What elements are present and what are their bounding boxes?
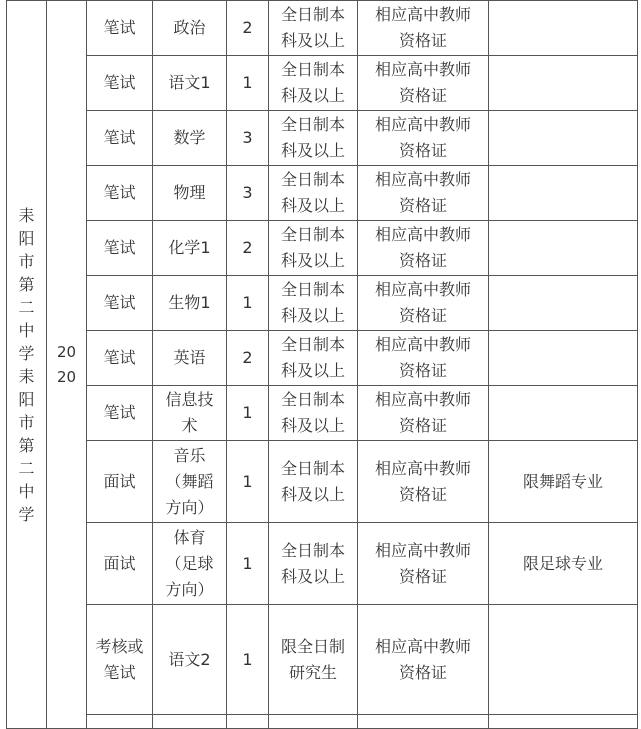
subject-cell: 语文1 bbox=[153, 56, 227, 111]
education-text: 全日制本科及以上 bbox=[280, 458, 345, 504]
note-cell bbox=[489, 1, 638, 56]
table-row bbox=[7, 386, 638, 441]
method-text: 考核或笔试 bbox=[95, 636, 144, 682]
certificate-text: 相应高中教师资格证 bbox=[374, 458, 471, 504]
subject-cell: 政治 bbox=[153, 1, 227, 56]
certificate-text: 相应高中教师资格证 bbox=[374, 280, 471, 325]
subject-text: 信息技术 bbox=[165, 390, 214, 435]
subject-cell: 语文2 bbox=[153, 605, 227, 715]
certificate-text: 相应高中教师资格证 bbox=[374, 5, 471, 50]
method-cell: 笔试 bbox=[87, 56, 153, 111]
note-cell bbox=[489, 331, 638, 386]
table-row bbox=[7, 56, 638, 111]
table-row bbox=[7, 605, 638, 715]
note-cell bbox=[489, 111, 638, 166]
count-cell: 1 bbox=[227, 605, 269, 715]
education-cell bbox=[269, 111, 358, 166]
subject-cell: 数学 bbox=[153, 111, 227, 166]
certificate-cell bbox=[358, 1, 489, 56]
education-cell bbox=[269, 56, 358, 111]
count-cell: 1 bbox=[227, 523, 269, 605]
table-row bbox=[7, 1, 638, 56]
subject-cell: 物理 bbox=[153, 166, 227, 221]
education-text: 全日制本科及以上 bbox=[280, 335, 345, 380]
education-cell bbox=[269, 386, 358, 441]
education-text: 全日制本科及以上 bbox=[280, 280, 345, 325]
count-cell: 3 bbox=[227, 166, 269, 221]
certificate-text: 相应高中教师资格证 bbox=[374, 335, 471, 380]
certificate-cell bbox=[358, 605, 489, 715]
subject-cell bbox=[153, 386, 227, 441]
certificate-text: 相应高中教师资格证 bbox=[374, 225, 471, 270]
education-text: 全日制本科及以上 bbox=[280, 115, 345, 160]
education-text: 全日制本科及以上 bbox=[280, 170, 345, 215]
certificate-cell bbox=[358, 276, 489, 331]
method-cell: 笔试 bbox=[87, 386, 153, 441]
note-cell: 限舞蹈专业 bbox=[489, 441, 638, 523]
certificate-cell bbox=[358, 523, 489, 605]
certificate-text: 相应高中教师资格证 bbox=[374, 390, 471, 435]
certificate-text: 相应高中教师资格证 bbox=[374, 170, 471, 215]
certificate-cell bbox=[358, 111, 489, 166]
education-text: 全日制本科及以上 bbox=[280, 390, 345, 435]
subject-text: 音乐（舞蹈方向） bbox=[165, 445, 214, 517]
certificate-cell bbox=[358, 715, 489, 729]
education-cell bbox=[269, 1, 358, 56]
table-row bbox=[7, 276, 638, 331]
year-value: 2020 bbox=[56, 342, 77, 386]
note-cell bbox=[489, 605, 638, 715]
education-cell bbox=[269, 331, 358, 386]
table-row-partial bbox=[7, 715, 638, 729]
recruitment-table bbox=[6, 0, 638, 729]
subject-cell: 生物1 bbox=[153, 276, 227, 331]
table-row bbox=[7, 111, 638, 166]
table-row bbox=[7, 331, 638, 386]
education-cell bbox=[269, 441, 358, 523]
subject-cell: 化学1 bbox=[153, 221, 227, 276]
method-cell: 笔试 bbox=[87, 276, 153, 331]
education-text: 全日制本科及以上 bbox=[280, 540, 345, 586]
subject-cell bbox=[153, 523, 227, 605]
count-cell: 2 bbox=[227, 221, 269, 276]
subject-cell bbox=[153, 715, 227, 729]
method-cell bbox=[87, 605, 153, 715]
certificate-cell bbox=[358, 221, 489, 276]
table-row bbox=[7, 523, 638, 605]
method-cell: 面试 bbox=[87, 441, 153, 523]
certificate-text: 相应高中教师资格证 bbox=[374, 636, 471, 682]
count-cell: 1 bbox=[227, 276, 269, 331]
method-cell: 笔试 bbox=[87, 221, 153, 276]
method-cell: 笔试 bbox=[87, 111, 153, 166]
education-cell bbox=[269, 276, 358, 331]
subject-text: 体育（足球方向） bbox=[165, 527, 214, 599]
note-cell bbox=[489, 276, 638, 331]
education-cell bbox=[269, 523, 358, 605]
method-cell: 面试 bbox=[87, 523, 153, 605]
certificate-text: 相应高中教师资格证 bbox=[374, 540, 471, 586]
education-cell bbox=[269, 715, 358, 729]
note-cell: 限足球专业 bbox=[489, 523, 638, 605]
note-cell bbox=[489, 715, 638, 729]
certificate-cell bbox=[358, 56, 489, 111]
method-cell bbox=[87, 715, 153, 729]
table-row bbox=[7, 166, 638, 221]
note-cell bbox=[489, 166, 638, 221]
education-text: 全日制本科及以上 bbox=[280, 60, 345, 105]
education-text: 限全日制研究生 bbox=[280, 636, 345, 682]
method-cell: 笔试 bbox=[87, 166, 153, 221]
certificate-cell bbox=[358, 166, 489, 221]
count-cell: 2 bbox=[227, 1, 269, 56]
method-cell: 笔试 bbox=[87, 1, 153, 56]
count-cell: 1 bbox=[227, 386, 269, 441]
certificate-cell bbox=[358, 386, 489, 441]
note-cell bbox=[489, 221, 638, 276]
count-cell: 1 bbox=[227, 441, 269, 523]
education-text: 全日制本科及以上 bbox=[280, 225, 345, 270]
method-cell: 笔试 bbox=[87, 331, 153, 386]
count-cell: 2 bbox=[227, 331, 269, 386]
subject-cell: 英语 bbox=[153, 331, 227, 386]
year-cell bbox=[47, 1, 87, 729]
count-cell: 1 bbox=[227, 56, 269, 111]
subject-cell bbox=[153, 441, 227, 523]
education-cell bbox=[269, 605, 358, 715]
education-cell bbox=[269, 166, 358, 221]
school-name: 耒阳市第二中学耒阳市第二中学 bbox=[18, 205, 35, 524]
education-cell bbox=[269, 221, 358, 276]
certificate-cell bbox=[358, 441, 489, 523]
education-text: 全日制本科及以上 bbox=[280, 5, 345, 50]
certificate-cell bbox=[358, 331, 489, 386]
certificate-text: 相应高中教师资格证 bbox=[374, 60, 471, 105]
note-cell bbox=[489, 56, 638, 111]
count-cell bbox=[227, 715, 269, 729]
count-cell: 3 bbox=[227, 111, 269, 166]
certificate-text: 相应高中教师资格证 bbox=[374, 115, 471, 160]
table-row bbox=[7, 221, 638, 276]
table-row bbox=[7, 441, 638, 523]
school-cell bbox=[7, 1, 47, 729]
note-cell bbox=[489, 386, 638, 441]
